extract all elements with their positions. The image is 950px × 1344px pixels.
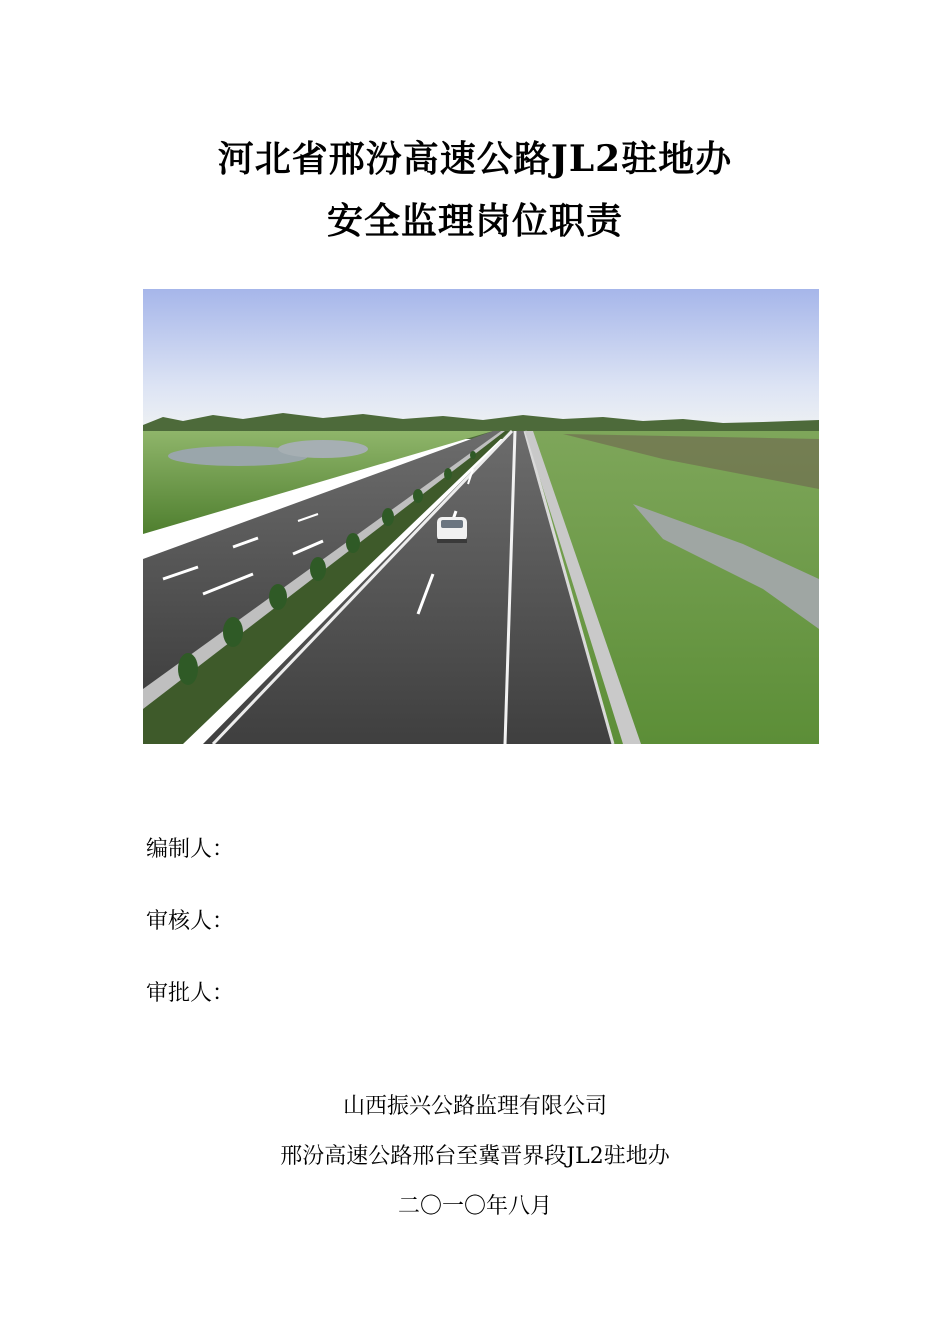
signature-section bbox=[146, 830, 646, 1046]
reviewer-label: 审核人： bbox=[146, 909, 235, 934]
highway-photo-icon bbox=[143, 289, 819, 744]
document-title-line1: 河北省邢汾高速公路JL2驻地办 bbox=[217, 138, 733, 180]
company-name: 山西振兴公路监理有限公司 bbox=[342, 1094, 607, 1119]
document-title-line2: 安全监理岗位职责 bbox=[326, 200, 623, 242]
office-name: 邢汾高速公路邢台至冀晋界段JL2驻地办 bbox=[280, 1144, 670, 1169]
document-date: 二〇一〇年八月 bbox=[397, 1194, 552, 1219]
compiler-label: 编制人： bbox=[146, 837, 235, 862]
cover-photo bbox=[143, 289, 819, 744]
approver-label: 审批人： bbox=[146, 981, 235, 1006]
footer-block bbox=[0, 1082, 950, 1232]
title-block bbox=[0, 128, 950, 252]
